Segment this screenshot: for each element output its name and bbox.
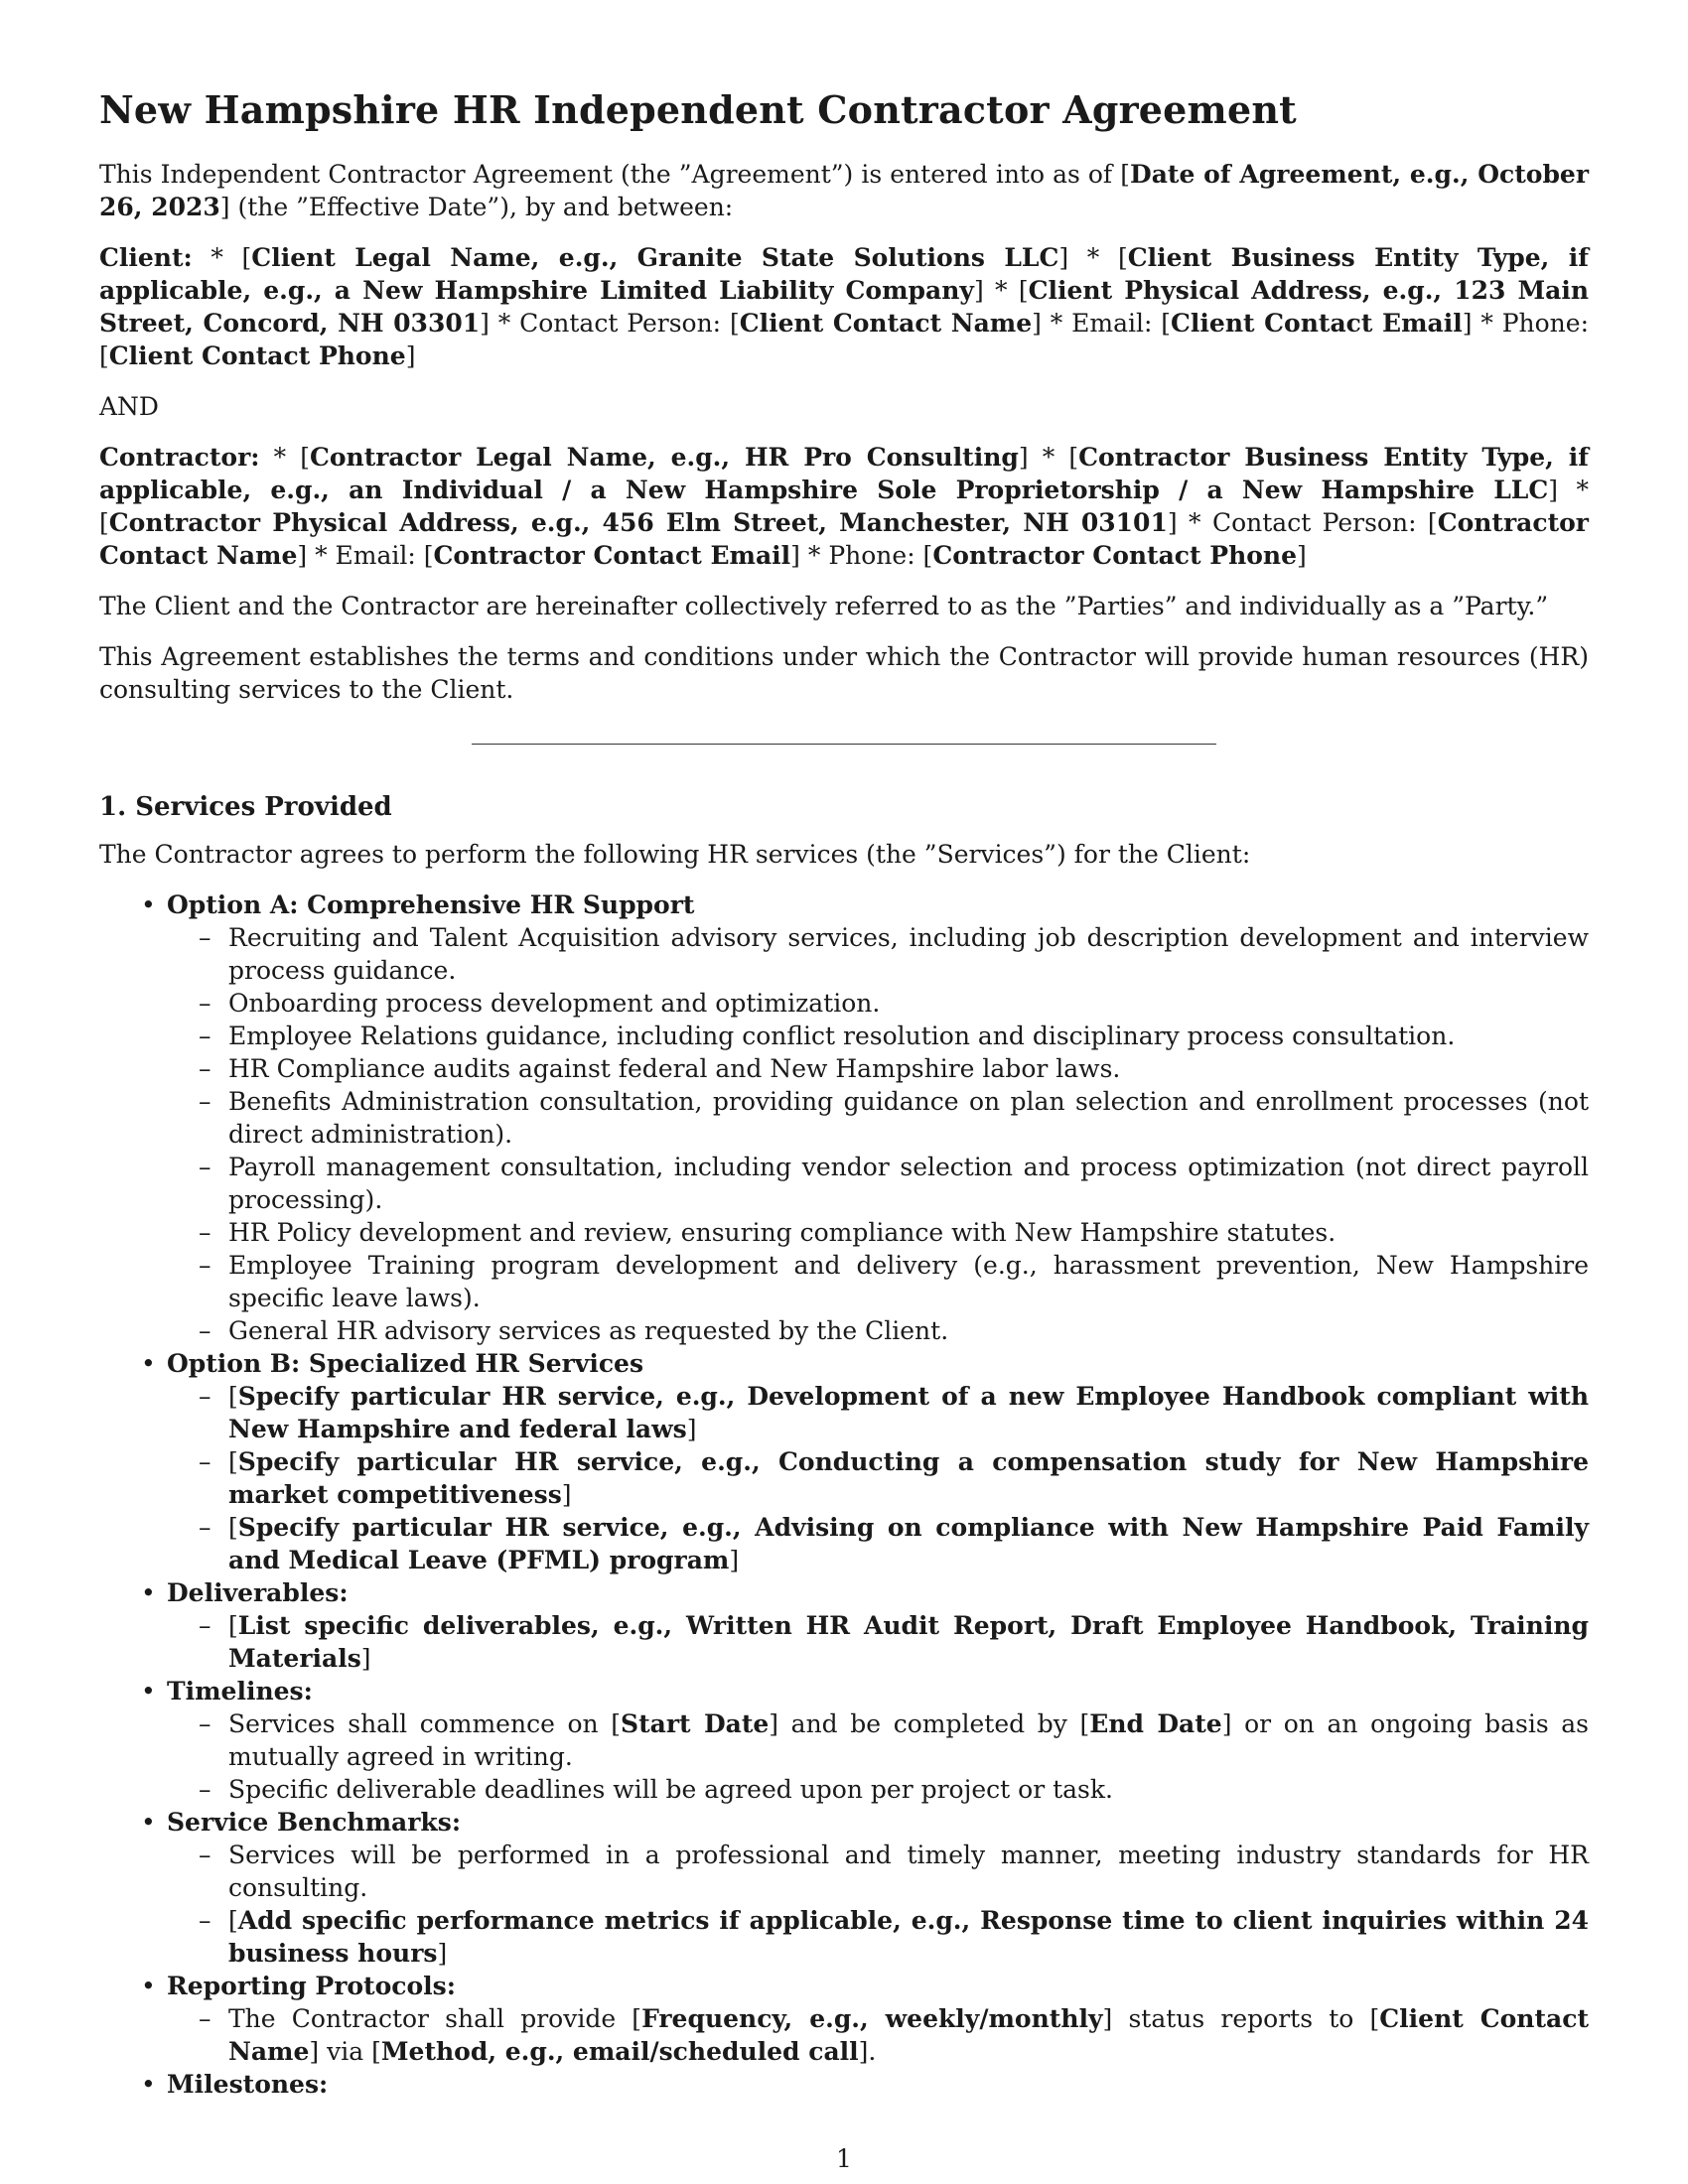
list-item: – [Specify particular HR service, e.g., Development of a new Employee Handbook compliant with New Hampshire and federal laws] xyxy=(228,1380,1589,1445)
milestones-label: Milestones: xyxy=(167,2070,329,2099)
contractor-legal-name: Contractor Legal Name, e.g., HR Pro Consulting xyxy=(309,443,1019,472)
client-phone: Client Contact Phone xyxy=(108,341,406,370)
list-item: – Onboarding process development and optimization. xyxy=(228,987,1589,1020)
list-item: – Employee Relations guidance, including conflict resolution and disciplinary process consultation. xyxy=(228,1020,1589,1052)
client-contact-name: Client Contact Name xyxy=(739,309,1033,338)
deliverables-label: Deliverables: xyxy=(167,1578,349,1607)
list-item: – [Specify particular HR service, e.g., Advising on compliance with New Hampshire Paid Family and Medical Leave (PFML) program] xyxy=(228,1511,1589,1576)
document-page xyxy=(99,87,1589,2101)
option-a-list xyxy=(167,921,1589,1347)
benchmarks-label: Service Benchmarks: xyxy=(167,1808,462,1837)
client-legal-name: Client Legal Name, e.g., Granite State Solutions LLC xyxy=(251,243,1059,272)
document-title: New Hampshire HR Independent Contractor Agreement xyxy=(99,87,1297,132)
contractor-label: Contractor: xyxy=(99,443,260,472)
list-item: – Employee Training program development and delivery (e.g., harassment prevention, New Hampshire specific leave laws). xyxy=(228,1249,1589,1314)
page-number: 1 xyxy=(836,2144,852,2173)
purpose-paragraph: This Agreement establishes the terms and conditions under which the Contractor will provide human resources (HR) consulting services to the Client. xyxy=(99,642,1589,704)
client-entity-type: Client Business Entity Type, if applicable, e.g., a New Hampshire Limited Liability Company xyxy=(99,243,1589,305)
list-item: – [List specific deliverables, e.g., Written HR Audit Report, Draft Employee Handbook, Training Materials] xyxy=(228,1609,1589,1675)
list-item xyxy=(167,1576,1589,1675)
end-date-placeholder: End Date xyxy=(1089,1709,1222,1738)
agreement-date-placeholder: Date of Agreement, e.g., October 26, 2023 xyxy=(99,160,1590,221)
contractor-phone: Contractor Contact Phone xyxy=(932,541,1297,570)
start-date-placeholder: Start Date xyxy=(621,1709,770,1738)
reporting-list xyxy=(167,2002,1589,2068)
list-item xyxy=(167,1970,1589,2068)
list-item xyxy=(167,1347,1589,1576)
list-item xyxy=(167,1675,1589,1806)
intro-paragraph: This Independent Contractor Agreement (the ”Agreement”) is entered into as of [Date of Agreement, e.g., October 26, 2023] (the ”Effective Date”), by and between: xyxy=(99,160,1590,221)
list-item: – The Contractor shall provide [Frequency, e.g., weekly/monthly] status reports to [Client Contact Name] via [Method, e.g., email/scheduled call]. xyxy=(228,2002,1589,2068)
parties-paragraph: The Client and the Contractor are hereinafter collectively referred to as the ”Parties” and individually as a ”Party.” xyxy=(99,592,1549,620)
option-a-label: Option A: Comprehensive HR Support xyxy=(167,890,695,919)
list-item: – Benefits Administration consultation, providing guidance on plan selection and enrollment processes (not direct administration). xyxy=(228,1085,1589,1151)
services-list xyxy=(99,888,1589,2101)
list-item: – [Add specific performance metrics if applicable, e.g., Response time to client inquiries within 24 business hours] xyxy=(228,1904,1589,1970)
benchmarks-list xyxy=(167,1839,1589,1970)
client-address: Client Physical Address, e.g., 123 Main Street, Concord, NH 03301 xyxy=(99,276,1590,338)
list-item: – Specific deliverable deadlines will be agreed upon per project or task. xyxy=(228,1773,1589,1806)
client-email: Client Contact Email xyxy=(1171,309,1463,338)
list-item xyxy=(167,888,1589,1347)
list-item xyxy=(167,1806,1589,1970)
client-block: Client: * [Client Legal Name, e.g., Granite State Solutions LLC] * [Client Business Entity Type, if applicable, e.g., a New Hampshire Limited Liability Company] * [Client Physical Address, e.g., 123 Main Street, Concord, NH 03301] * Contact Person: [Client Contact Name] * Email: [Client Contact Email] * Phone: [Client Contact Phone] xyxy=(99,243,1590,370)
deliverables-list xyxy=(167,1609,1589,1675)
option-b-list xyxy=(167,1380,1589,1576)
client-label: Client: xyxy=(99,243,193,272)
list-item: – Services shall commence on [Start Date] and be completed by [End Date] or on an ongoing basis as mutually agreed in writing. xyxy=(228,1707,1589,1773)
list-item: – [Specify particular HR service, e.g., Conducting a compensation study for New Hampshire market competitiveness] xyxy=(228,1445,1589,1511)
list-item: – Services will be performed in a professional and timely manner, meeting industry standards for HR consulting. xyxy=(228,1839,1589,1904)
list-item: – HR Compliance audits against federal and New Hampshire labor laws. xyxy=(228,1052,1589,1085)
list-item: – Recruiting and Talent Acquisition advisory services, including job description development and interview process guidance. xyxy=(228,921,1589,987)
timelines-list xyxy=(167,1707,1589,1806)
list-item: – Payroll management consultation, including vendor selection and process optimization (not direct payroll processing). xyxy=(228,1151,1589,1216)
section-1-heading: 1. Services Provided xyxy=(99,792,392,822)
option-b-label: Option B: Specialized HR Services xyxy=(167,1349,644,1378)
reporting-label: Reporting Protocols: xyxy=(167,1972,456,2000)
section-1-intro: The Contractor agrees to perform the following HR services (the ”Services”) for the Client: xyxy=(99,840,1251,869)
contractor-address: Contractor Physical Address, e.g., 456 Elm Street, Manchester, NH 03101 xyxy=(108,508,1168,537)
list-item: – HR Policy development and review, ensuring compliance with New Hampshire statutes. xyxy=(228,1216,1589,1249)
contractor-block: Contractor: * [Contractor Legal Name, e.g., HR Pro Consulting] * [Contractor Business Entity Type, if applicable, e.g., an Individual / a New Hampshire Sole Proprietorship / a New Hampshire LLC] * [Contractor Physical Address, e.g., 456 Elm Street, Manchester, NH 03101] * Contact Person: [Contractor Contact Name] * Email: [Contractor Contact Email] * Phone: [Contractor Contact Phone] xyxy=(99,443,1589,570)
contractor-email: Contractor Contact Email xyxy=(433,541,791,570)
list-item: – General HR advisory services as requested by the Client. xyxy=(228,1314,1589,1347)
horizontal-divider xyxy=(472,744,1216,745)
contractor-entity-type: Contractor Business Entity Type, if applicable, e.g., an Individual / a New Hampshire Sole Proprietorship / a New Hampshire LLC xyxy=(99,443,1589,504)
contractor-contact-name: Contractor Contact Name xyxy=(99,508,1589,570)
timelines-label: Timelines: xyxy=(167,1677,313,1706)
list-item xyxy=(167,2068,1589,2101)
and-separator: AND xyxy=(99,392,159,421)
